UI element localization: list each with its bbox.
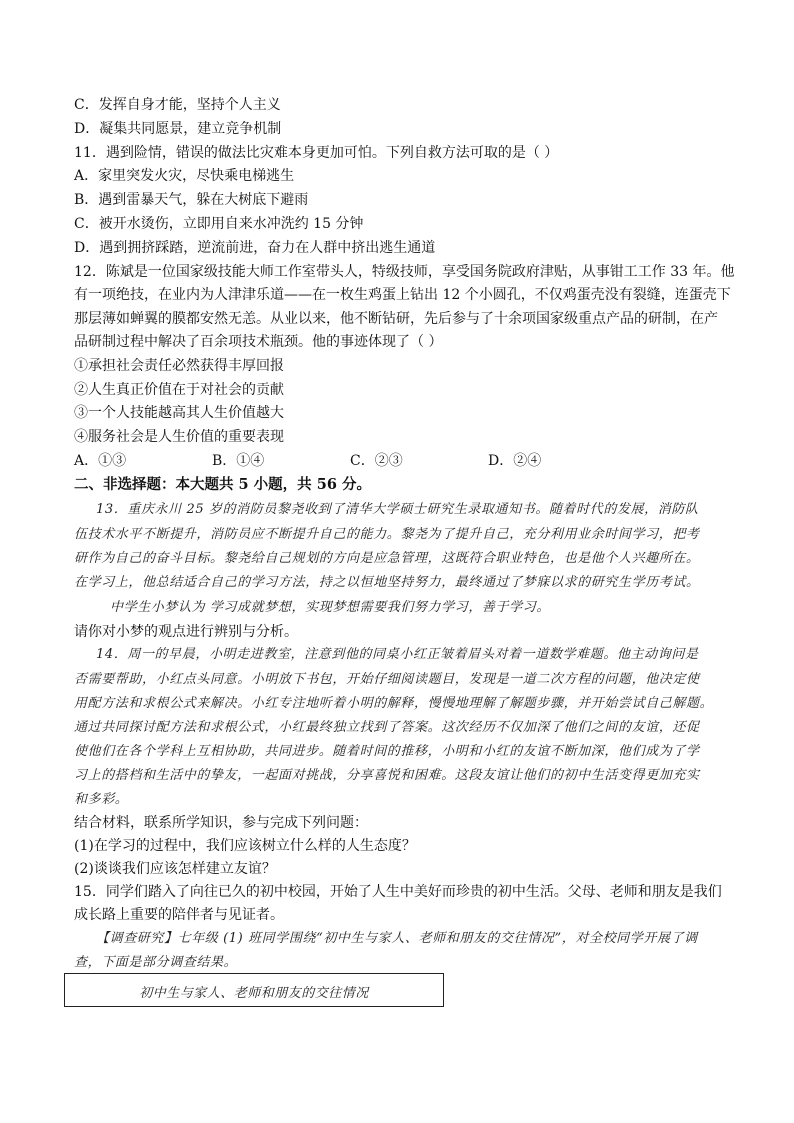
q12-statement-2: ②人生真正价值在于对社会的贡献 xyxy=(74,382,284,398)
q13-question: 请你对小梦的观点进行辨别与分析。 xyxy=(74,624,298,640)
section-2-heading: 二、非选择题：本大题共 5 小题，共 56 分。 xyxy=(74,476,371,493)
q14-subquestion-1: (1)在学习的过程中，我们应该树立什么样的人生态度？ xyxy=(74,838,416,854)
q15-stem-line2: 成长路上重要的陪伴者与见证者。 xyxy=(74,907,284,923)
q11-option-b: B．遇到雷暴天气，躲在大树底下避雨 xyxy=(74,192,309,208)
q12-option-b: B．①④ xyxy=(212,453,265,469)
q14-material-line7: 和多彩。 xyxy=(74,792,129,807)
q11-option-a: A．家里突发火灾，尽快乘电梯逃生 xyxy=(74,168,295,184)
q14-subquestion-2: (2)谈谈我们应该怎样建立友谊？ xyxy=(74,861,276,877)
q10-option-d: D．凝集共同愿景，建立竞争机制 xyxy=(74,121,282,137)
q11-option-d: D．遇到拥挤踩踏，逆流前进，奋力在人群中挤出逃生通道 xyxy=(74,240,436,256)
q13-material-line3: 研作为自己的奋斗目标。黎尧给自己规划的方向是应急管理，这既符合职业特色，也是他个人兴趣所在。 xyxy=(74,551,700,566)
q12-stem-line4: 品研制过程中解决了百余项技术瓶颈。他的事迹体现了（ ） xyxy=(74,334,443,350)
q14-material-line3: 用配方法和求根公式来解决。小红专注地听着小明的解释，慢慢地理解了解题步骤，并开始尝试自己解题。 xyxy=(74,696,714,711)
q13-material-line4: 在学习上，他总结适合自己的学习方法，持之以恒地坚持努力，最终通过了梦寐以求的研究生学历考试。 xyxy=(74,575,700,590)
q12-statement-3: ③一个人技能越高其人生价值越大 xyxy=(74,405,284,421)
q12-option-c: C．②③ xyxy=(350,453,403,469)
q15-stem-line1: 15．同学们踏入了向往已久的初中校园，开始了人生中美好而珍贵的初中生活。父母、老师和朋友是我们 xyxy=(74,884,722,900)
q13-viewpoint: 中学生小梦认为 学习成就梦想，实现梦想需要我们努力学习，善于学习。 xyxy=(110,600,550,615)
q15-research-line2: 查，下面是部分调查结果。 xyxy=(74,955,238,970)
survey-table-title: 初中生与家人、老师和朋友的交往情况 xyxy=(139,986,369,1001)
q14-material-line5: 使他们在各个学科上互相协助，共同进步。随着时间的推移，小明和小红的友谊不断加深，他们成为了学 xyxy=(74,744,700,759)
q12-statement-1: ①承担社会责任必然获得丰厚回报 xyxy=(74,358,284,374)
q12-statement-4: ④服务社会是人生价值的重要表现 xyxy=(74,429,284,445)
q12-stem-line1: 12．陈斌是一位国家级技能大师工作室带头人，特级技师，享受国务院政府津贴，从事钳工工作 33 年。他 xyxy=(74,264,735,280)
q11-stem: 11．遇到险情，错误的做法比灾难本身更加可怕。下列自救方法可取的是（ ） xyxy=(74,145,559,161)
q12-stem-line2: 有一项绝技，在业内为人津津乐道——在一枚生鸡蛋上钻出 12 个小圆孔，不仅鸡蛋壳没有裂缝，连蛋壳下 xyxy=(74,287,731,303)
q14-material-line2: 否需要帮助，小红点头同意。小明放下书包，开始仔细阅读题目，发现是一道二次方程的问题，他决定使 xyxy=(74,672,700,687)
q14-material-line6: 习上的搭档和生活中的挚友，一起面对挑战，分享喜悦和困难。这段友谊让他们的初中生活变得更加充实 xyxy=(74,768,700,783)
q14-material-line4: 通过共同探讨配方法和求根公式，小红最终独立找到了答案。这次经历不仅加深了他们之间的友谊，还促 xyxy=(74,720,700,735)
q15-research-line1: 【调查研究】七年级 (1) 班同学围绕“初中生与家人、老师和朋友的交往情况”，对全校同学开展了调 xyxy=(96,931,698,946)
q13-material-line1: 13．重庆永川 25 岁的消防员黎尧收到了清华大学硕士研究生录取通知书。随着时代的发展，消防队 xyxy=(96,502,699,517)
survey-table xyxy=(64,973,444,1007)
q12-option-d: D．②④ xyxy=(488,453,542,469)
q14-instruction: 结合材料，联系所学知识，参与完成下列问题： xyxy=(74,815,368,831)
q12-options-row xyxy=(74,451,724,471)
q12-stem-line3: 那层薄如蝉翼的膜都安然无恙。从业以来，他不断钻研，先后参与了十余项国家级重点产品的研制，在产 xyxy=(74,311,718,327)
q12-option-a: A．①③ xyxy=(74,453,127,469)
q11-option-c: C．被开水烫伤，立即用自来水冲洗约 15 分钟 xyxy=(74,216,364,232)
q13-material-line2: 伍技术水平不断提升，消防员应不断提升自己的能力。黎尧为了提升自己，充分利用业余时间学习，把考 xyxy=(74,527,700,542)
q10-option-c: C．发挥自身才能，坚持个人主义 xyxy=(74,97,281,113)
q14-material-line1: 14．周一的早晨，小明走进教室，注意到他的同桌小红正皱着眉头对着一道数学难题。他主动询问是 xyxy=(96,647,699,662)
